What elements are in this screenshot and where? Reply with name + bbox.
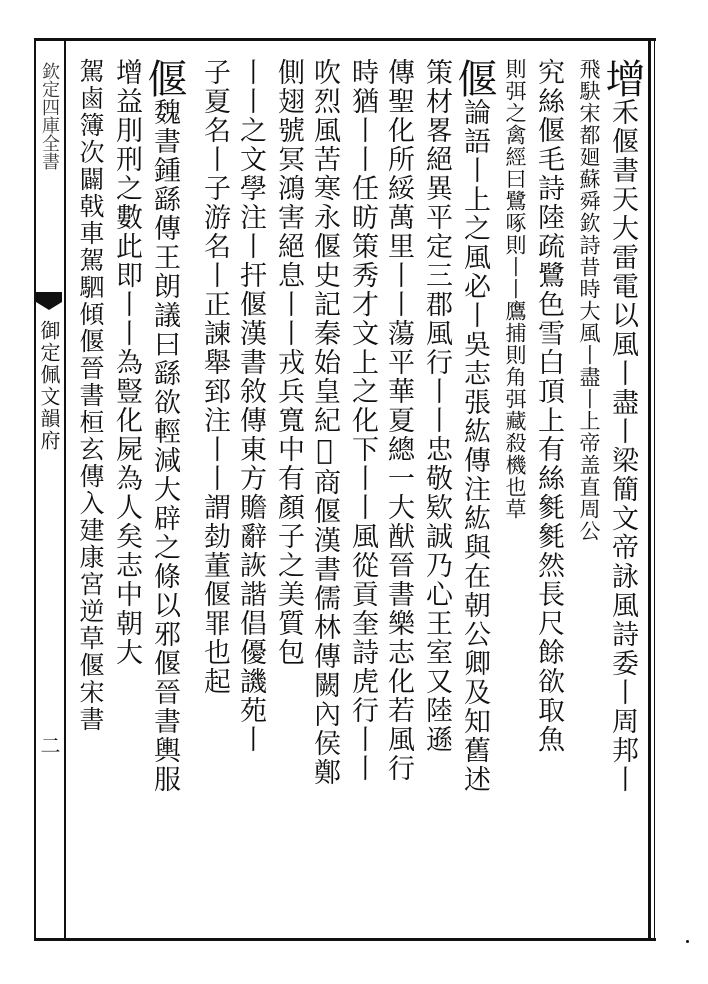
- frame-right-line-outer: [654, 38, 655, 941]
- text-column-13: 偃魏書鍾繇傳王朗議曰繇欲輕減大辟之條以邪偃晉書輿服: [141, 58, 187, 794]
- text-column-1: 增禾偃書天大雷電以風丨盡丨梁簡文帝詠風詩委丨周邦丨: [599, 58, 645, 794]
- text-column-10: 側翅號冥鴻害絕息丨丨戎兵寬中有顏子之美質包: [273, 58, 304, 667]
- entry-head: 偃: [451, 58, 497, 98]
- book-title: 御定佩文韻府: [37, 320, 61, 452]
- frame-bottom-line: [34, 938, 656, 941]
- fish-tail-mark-icon: [34, 288, 64, 318]
- page-number: 二: [37, 735, 61, 755]
- text-column-6: 策材畧絕異平定三郡風行丨丨忠敬欵誠乃心王室又陸遜: [421, 58, 452, 754]
- text-column-9: 吹烈風苦寒永偃史記秦始皇紀𫐉商偃漢書儒林傳闕內侯鄭: [309, 58, 340, 787]
- entry-head: 偃: [141, 58, 187, 98]
- text-column-11: 丨丨之文學注丨扞偃漢書敘傳東方贍辭詼諧倡優譏苑丨: [235, 58, 266, 754]
- frame-top-line: [34, 38, 656, 41]
- text-column-12: 子夏名丨子游名丨正諫舉郅注丨丨謂勎董偃罪也起: [199, 58, 230, 696]
- stray-dot: [686, 940, 689, 943]
- text-column-3: 究絲偃毛詩陸疏鷺色雪白頂上有絲毿毿然長尺餘欲取魚: [533, 58, 564, 754]
- text-column-14: 增益刖刑之數此即丨丨為豎化屍為人矣志中朝大: [111, 58, 142, 667]
- text-column-8: 時猶丨丨任昉策秀才文上之化下丨丨風從貢奎詩虎行丨丨: [347, 58, 378, 783]
- text-column-5: 偃論語丨上之風必丨吳志張紘傳注紘與在朝公卿及知舊述: [451, 58, 497, 794]
- text-column-15: 駕鹵簿次闢戟車駕駟傾偃晉書桓玄傳入建康宮逆草偃宋書: [76, 58, 105, 733]
- text-column-2: 飛駃宋都廻蘇舜欽詩昔時大風丨盡丨上帝盖直周公: [577, 58, 601, 542]
- text-column-7: 傳聖化所綏萬里丨丨蕩平華夏總一大猷晉書樂志化若風行: [383, 58, 414, 783]
- margin-divider-line: [64, 38, 66, 941]
- text-column-4: 則弭之禽經曰鷺啄則丨丨鷹捕則角弭藏殺機也草: [503, 58, 527, 520]
- frame-right-line: [648, 38, 651, 941]
- entry-head: 增: [599, 58, 645, 98]
- margin-top-fragment: 欽定四庫全書: [39, 62, 60, 170]
